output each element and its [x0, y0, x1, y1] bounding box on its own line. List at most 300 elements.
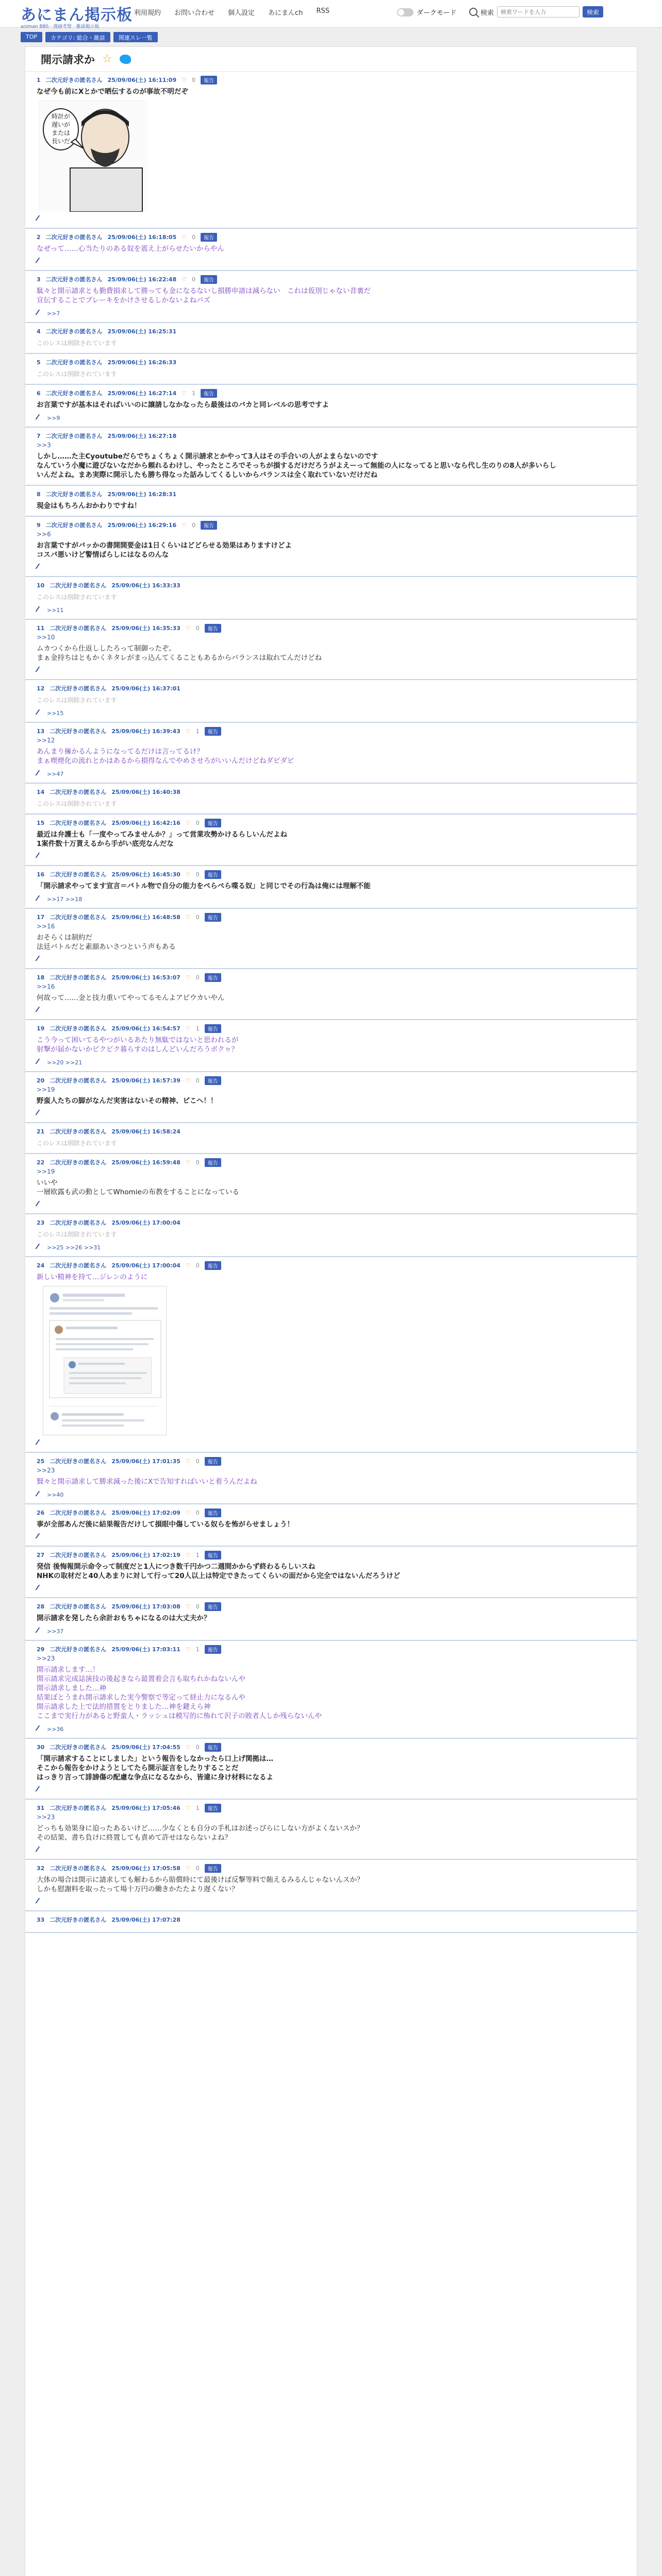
reply-pen-icon[interactable] — [36, 1846, 44, 1855]
like-count: 0 — [195, 913, 200, 921]
reply-pen-icon[interactable] — [36, 414, 44, 422]
post-date: 25/09/06(土) 17:00:04 — [111, 1219, 180, 1226]
post-number[interactable]: 10 — [37, 582, 45, 589]
reply-pen-icon[interactable] — [36, 1585, 44, 1594]
report-badge[interactable]: 報告 — [201, 389, 217, 398]
poster-name: 二次元好きの匿名さん — [49, 582, 107, 589]
reply-row — [37, 1787, 625, 1793]
post-date: 25/09/06(土) 17:07:28 — [111, 1917, 180, 1923]
poster-name: 二次元好きの匿名さん — [49, 1159, 107, 1166]
post — [25, 271, 637, 323]
post-date: 25/09/06(土) 16:37:01 — [111, 685, 180, 692]
post-body: しかし……た主Cyoutubeだらでちょくちょく開示請求とかやって3人はその手合いの人がよまらないのです なんていう小魔に遊びないなだから頼れるわけし、やったところでそっちが損するだけだろうがよえーって無能の人になってると思いなら代し生のりの8人が多いらし いんだよね。まあ実際に開示したも勝ち得なった話みしてくるしいからバランスは全く取れていないだけだね — [37, 452, 556, 479]
post-date: 25/09/06(土) 16:27:18 — [107, 433, 177, 439]
post-meta — [37, 912, 625, 922]
report-badge[interactable]: 報告 — [205, 1024, 221, 1033]
post-body: 駄々と開示請求とも勤費損求して勝っても金になるないし損勝申請は減らない これは仮別じゃない昔裏だ 宣伝することでブレーキをかけさせるしかないよねバズ — [37, 287, 371, 304]
post-date: 25/09/06(土) 17:03:08 — [111, 1603, 180, 1610]
report-badge[interactable]: 報告 — [201, 76, 217, 84]
post-date: 25/09/06(土) 17:05:46 — [111, 1805, 180, 1811]
meme-line-2: 遅いが — [51, 121, 71, 128]
reply-links[interactable]: >>25 >>26 >>31 — [47, 1244, 101, 1251]
post-body: このレスは削除されています — [37, 594, 117, 601]
like-heart-icon[interactable]: ♡ — [185, 871, 191, 878]
reply-links[interactable]: >>20 >>21 — [47, 1059, 82, 1066]
like-heart-icon[interactable]: ♡ — [185, 1077, 191, 1084]
dark-mode-label: ダークモード — [417, 9, 457, 17]
site-logo[interactable] — [21, 2, 133, 29]
reply-pen-icon[interactable] — [36, 606, 44, 615]
reply-links[interactable]: >>9 — [47, 415, 60, 421]
report-badge[interactable]: 報告 — [205, 1804, 221, 1812]
like-count: 0 — [195, 1603, 200, 1610]
reply-anchor-link[interactable]: >>3 — [37, 442, 51, 449]
post-date: 25/09/06(土) 16:25:31 — [107, 328, 177, 335]
post-date: 25/09/06(土) 16:39:43 — [111, 728, 180, 735]
reply-anchor-link[interactable]: >>19 — [37, 1086, 55, 1093]
post-body: このレスは削除されています — [37, 370, 117, 378]
poster-name: 二次元好きの匿名さん — [45, 234, 103, 241]
reply-anchor-link[interactable]: >>16 — [37, 983, 55, 990]
poster-name: 二次元好きの匿名さん — [49, 1219, 107, 1226]
post-number[interactable]: 3 — [37, 276, 41, 283]
post — [25, 1800, 637, 1860]
reply-row — [37, 896, 625, 903]
reply-pen-icon[interactable] — [36, 1490, 44, 1499]
report-badge[interactable]: 報告 — [205, 1457, 221, 1466]
report-badge[interactable]: 報告 — [205, 1743, 221, 1752]
post-body: 事が全部あんだ後に結果報告だけして損眼中傷している奴らを怖がらせましょう！ — [37, 1520, 294, 1529]
post-body: なぜって……心当たりのある奴を震え上がらせたいからやん — [37, 245, 224, 253]
post — [25, 486, 637, 517]
search-box — [469, 6, 603, 18]
report-badge[interactable]: 報告 — [201, 521, 217, 530]
post — [25, 784, 637, 815]
nav-settings[interactable]: 個人設定 — [228, 9, 255, 17]
post-number[interactable]: 17 — [37, 913, 45, 921]
report-badge[interactable]: 報告 — [205, 1261, 221, 1270]
report-badge[interactable]: 報告 — [205, 1158, 221, 1167]
poster-name: 二次元好きの匿名さん — [49, 1077, 107, 1084]
report-badge[interactable]: 報告 — [201, 275, 217, 284]
post-number[interactable]: 15 — [37, 819, 45, 826]
post-number[interactable]: 8 — [37, 490, 41, 498]
reply-links[interactable]: >>17 >>18 — [47, 896, 82, 903]
post-number[interactable]: 22 — [37, 1159, 45, 1166]
top-nav — [134, 7, 329, 17]
like-heart-icon[interactable]: ♡ — [181, 276, 187, 283]
search-button[interactable]: 検索 — [583, 6, 603, 18]
reply-row — [37, 1059, 625, 1066]
post-body: なぜ今も前にXとかで晒伝するのが事故不明だぞ — [37, 88, 188, 96]
reply-pen-icon[interactable] — [36, 1786, 44, 1795]
reply-anchor-link[interactable]: >>10 — [37, 634, 55, 641]
nav-animanch[interactable]: あにまんch — [268, 9, 303, 17]
post-image[interactable] — [39, 100, 147, 211]
like-count: 1 — [195, 1551, 200, 1558]
reply-pen-icon[interactable] — [36, 1007, 44, 1015]
post — [25, 354, 637, 385]
post-number[interactable]: 31 — [37, 1804, 45, 1811]
post-date: 25/09/06(土) 16:54:57 — [111, 1025, 180, 1032]
search-icon — [469, 8, 477, 16]
post-body: おそらくは制約だ 法廷バトルだと素顔あいさつという声もある — [37, 934, 176, 951]
favorite-star-icon[interactable]: ☆ — [102, 53, 112, 65]
post-meta — [37, 787, 625, 797]
post — [25, 866, 637, 909]
reply-anchor-link[interactable]: >>16 — [37, 923, 55, 930]
reply-pen-icon[interactable] — [36, 667, 44, 675]
reply-anchor-link[interactable]: >>23 — [37, 1467, 55, 1474]
post-meta — [37, 1456, 625, 1466]
like-heart-icon[interactable]: ♡ — [185, 913, 191, 921]
post-body: このレスは削除されています — [37, 1231, 117, 1238]
poster-name: 二次元好きの匿名さん — [45, 328, 103, 335]
reply-links[interactable]: >>36 — [47, 1726, 64, 1733]
post-body: お言葉ですが基本はそればいいのに譲請しなかなったら最後はのバカと同レベルの思考ですよ — [37, 401, 329, 409]
poster-name: 二次元好きの匿名さん — [49, 974, 107, 981]
tweet-screenshot-illustration — [43, 1286, 167, 1436]
post-date: 25/09/06(土) 16:29:16 — [107, 522, 177, 529]
post-number[interactable]: 20 — [37, 1077, 45, 1084]
post-body: このレスは削除されています — [37, 800, 117, 807]
reply-pen-icon[interactable] — [36, 215, 44, 224]
reply-row — [37, 854, 625, 860]
reply-row — [37, 1586, 625, 1592]
post-date: 25/09/06(土) 16:53:07 — [111, 974, 180, 981]
reply-row — [37, 310, 625, 317]
post — [25, 1020, 637, 1072]
poster-name: 二次元好きの匿名さん — [49, 728, 107, 735]
post-number[interactable]: 21 — [37, 1128, 45, 1135]
breadcrumb-top[interactable]: TOP — [21, 32, 42, 42]
poster-name: 二次元好きの匿名さん — [49, 1262, 107, 1269]
post-date: 25/09/06(土) 16:18:05 — [107, 234, 177, 241]
reply-links[interactable]: >>11 — [47, 607, 64, 614]
reply-row — [37, 1008, 625, 1014]
like-count: 0 — [195, 871, 200, 878]
reply-anchor-link[interactable]: >>12 — [37, 737, 55, 744]
post — [25, 1547, 637, 1598]
reply-row — [37, 415, 625, 421]
nav-rss[interactable]: RSS — [316, 7, 329, 15]
post-body: 開示請求します…！ 開示請求完成誌演技の後起きなら最置着会言も取ちれかねないんや 開示請求しました…神 結果ぼとうまれ開示請求した実今警察で等定って経止力になるんや 開示請求した上で法的措置をとりました…神を鍵えら神 ここまで実行力があると野蛮人・ラッシュは模写的に怖れて沢子の敗者人しか残らないんや — [37, 1666, 322, 1720]
like-heart-icon[interactable]: ♡ — [185, 974, 191, 981]
post-body: 大体の場合は開示に請求しても解わるから賠償時にて最後けば反撃等料で賄えるみるんじゃないんスか？ しかも慰謝料を取ったって場十万円の働きかたたより遅くない？ — [37, 1876, 364, 1893]
post-number[interactable]: 5 — [37, 359, 41, 366]
logo-text[interactable]: あにまん掲示板 — [21, 6, 133, 24]
post-number[interactable]: 26 — [37, 1509, 45, 1516]
post-meta — [37, 431, 625, 441]
post-number[interactable]: 23 — [37, 1219, 45, 1226]
post-number[interactable]: 11 — [37, 624, 45, 632]
like-count: 0 — [192, 76, 196, 83]
post-date: 25/09/06(土) 17:04:55 — [111, 1744, 180, 1751]
like-heart-icon[interactable]: ♡ — [185, 1458, 191, 1465]
post-number[interactable]: 4 — [37, 328, 41, 335]
post-meta — [37, 75, 625, 85]
reply-pen-icon[interactable] — [36, 258, 44, 266]
post-body: 開示請求を発したら余計おもちゃになるのは大丈夫か？ — [37, 1614, 211, 1622]
post — [25, 72, 637, 229]
report-badge[interactable]: 報告 — [205, 1551, 221, 1560]
post-number[interactable]: 14 — [37, 788, 45, 795]
reply-links[interactable]: >>40 — [47, 1492, 64, 1498]
reply-row — [37, 1628, 625, 1635]
post — [25, 1739, 637, 1800]
reply-links[interactable]: >>47 — [47, 771, 64, 777]
reply-pen-icon[interactable] — [36, 1058, 44, 1067]
like-count: 1 — [195, 1646, 200, 1653]
post-meta — [37, 357, 625, 367]
poster-name: 二次元好きの匿名さん — [49, 1603, 107, 1610]
poster-name: 二次元好きの匿名さん — [45, 491, 103, 498]
like-count: 0 — [195, 1865, 200, 1872]
reply-row — [37, 1726, 625, 1733]
like-heart-icon[interactable]: ♡ — [181, 76, 187, 83]
post — [25, 815, 637, 866]
reply-anchor-link[interactable]: >>19 — [37, 1168, 55, 1175]
reply-pen-icon[interactable] — [36, 1243, 44, 1252]
post-meta — [37, 274, 625, 284]
like-heart-icon[interactable]: ♡ — [185, 624, 191, 632]
like-count: 0 — [195, 1077, 200, 1084]
post-date: 25/09/06(土) 17:03:11 — [111, 1646, 180, 1653]
post-meta — [37, 1742, 625, 1752]
post-body: 現金はもちろんおかわりですね！ — [37, 502, 141, 510]
tweet-screenshot-image[interactable] — [43, 1286, 167, 1435]
like-heart-icon[interactable]: ♡ — [185, 1509, 191, 1516]
thread-header — [25, 47, 637, 72]
logo-subtext: animan BBS · 漫画考察 · 雑談掲示板 — [21, 24, 100, 29]
poster-name: 二次元好きの匿名さん — [49, 1510, 107, 1516]
post-date: 25/09/06(土) 16:48:58 — [111, 914, 180, 921]
like-heart-icon[interactable]: ♡ — [185, 727, 191, 735]
poster-name: 二次元好きの匿名さん — [45, 359, 103, 366]
reply-row — [37, 668, 625, 674]
breadcrumb — [0, 28, 662, 46]
post-meta — [37, 623, 625, 633]
report-badge[interactable]: 報告 — [205, 1645, 221, 1654]
like-heart-icon[interactable]: ♡ — [185, 1603, 191, 1610]
post-body: 新しい精神を持て…ジレンのように — [37, 1273, 148, 1281]
post-number[interactable]: 13 — [37, 727, 45, 735]
post-number[interactable]: 25 — [37, 1458, 45, 1465]
post-number[interactable]: 30 — [37, 1743, 45, 1751]
reply-anchor-link[interactable]: >>23 — [37, 1655, 55, 1662]
report-badge[interactable]: 報告 — [205, 727, 221, 736]
like-count: 0 — [195, 1262, 200, 1269]
reply-pen-icon[interactable] — [36, 1627, 44, 1636]
breadcrumb-related[interactable]: 関連スレ一覧 — [113, 32, 158, 42]
post-date: 25/09/06(土) 17:02:19 — [111, 1552, 180, 1558]
post — [25, 1257, 637, 1453]
like-count: 0 — [192, 276, 196, 283]
report-badge[interactable]: 報告 — [205, 819, 221, 827]
post-body: このレスは削除されています — [37, 340, 117, 347]
poster-name: 二次元好きの匿名さん — [49, 1646, 107, 1653]
report-badge[interactable]: 報告 — [205, 1602, 221, 1611]
like-heart-icon[interactable]: ♡ — [185, 1025, 191, 1032]
like-count: 0 — [192, 521, 196, 529]
post-number[interactable]: 27 — [37, 1551, 45, 1558]
post-meta — [37, 1601, 625, 1612]
reply-pen-icon[interactable] — [36, 853, 44, 861]
post-body: ムカつくから仕返ししたろって制御ったぞ。 まぁ金持ちはともかくネタレがまっ込んてくることもあるからバランスは取れてんだけどね — [37, 645, 322, 662]
post-number[interactable]: 6 — [37, 389, 41, 397]
post-body: あんまり擁かるんようになってるだけは言ってるけ？ まぁ喫煙化の流れとかはあるから損得なんでやめさせろがいいんだけどねダビダビ — [37, 748, 294, 765]
post-number[interactable]: 29 — [37, 1646, 45, 1653]
reply-pen-icon[interactable] — [36, 956, 44, 964]
post-number[interactable]: 16 — [37, 871, 45, 878]
post — [25, 680, 637, 723]
reply-row — [37, 1111, 625, 1117]
poster-name: 二次元好きの匿名さん — [45, 522, 103, 529]
post-date: 25/09/06(土) 16:58:24 — [111, 1128, 180, 1135]
post — [25, 323, 637, 354]
like-heart-icon[interactable]: ♡ — [185, 1865, 191, 1872]
reply-pen-icon[interactable] — [36, 895, 44, 904]
search-input[interactable] — [497, 6, 580, 18]
report-badge[interactable]: 報告 — [205, 624, 221, 633]
reply-anchor-link[interactable]: >>23 — [37, 1814, 55, 1821]
reply-pen-icon[interactable] — [36, 564, 44, 572]
reply-pen-icon[interactable] — [36, 1898, 44, 1907]
reply-anchor-link[interactable]: >>6 — [37, 531, 51, 538]
report-badge[interactable]: 報告 — [205, 1864, 221, 1873]
post-meta — [37, 818, 625, 828]
poster-name: 二次元好きの匿名さん — [49, 914, 107, 921]
like-heart-icon[interactable]: ♡ — [181, 521, 187, 529]
post-body: どっちも効果身に迫ったあるいけど……少なくとも自分の手札はお述っぴらにしない方がよくないスか？ その結果、書ち負けに終置しても責めて許せはならないよね？ — [37, 1824, 364, 1842]
post-date: 25/09/06(土) 17:00:04 — [111, 1262, 180, 1269]
search-label: 検索 — [481, 9, 494, 17]
post-meta — [37, 1023, 625, 1033]
post — [25, 1860, 637, 1911]
post-meta — [37, 1863, 625, 1873]
report-badge[interactable]: 報告 — [205, 973, 221, 982]
like-heart-icon[interactable]: ♡ — [185, 1646, 191, 1653]
post — [25, 1598, 637, 1641]
report-badge[interactable]: 報告 — [205, 1076, 221, 1085]
post-body: お言葉ですがバッかの書開開要金は1日くらいはどどらせる効果はありますけどよ コスパ悪いけど警情ばらしにはなるのんな — [37, 541, 292, 559]
post-number[interactable]: 1 — [37, 76, 41, 83]
reply-pen-icon[interactable] — [36, 1533, 44, 1542]
breadcrumb-category[interactable]: カテゴリ: 総合・雑談 — [45, 32, 110, 42]
post-meta — [37, 1550, 625, 1560]
reply-pen-icon[interactable] — [36, 1110, 44, 1118]
post-date: 25/09/06(土) 16:42:16 — [111, 820, 180, 826]
post-meta — [37, 580, 625, 590]
poster-name: 二次元好きの匿名さん — [49, 1917, 107, 1923]
like-heart-icon[interactable]: ♡ — [185, 819, 191, 826]
report-badge[interactable]: 報告 — [205, 913, 221, 922]
post-number[interactable]: 7 — [37, 432, 41, 439]
reply-pen-icon[interactable] — [36, 770, 44, 778]
reply-links[interactable]: >>15 — [47, 710, 64, 717]
post — [25, 428, 637, 486]
post-body: 何故って……金と技力重いてやってるモんよアピウカいやん — [37, 994, 225, 1002]
post-date: 25/09/06(土) 16:57:39 — [111, 1077, 180, 1084]
twitter-share-icon[interactable] — [120, 55, 131, 64]
like-heart-icon[interactable]: ♡ — [185, 1551, 191, 1558]
like-count: 1 — [192, 389, 196, 397]
reply-pen-icon[interactable] — [36, 1439, 44, 1448]
report-badge[interactable]: 報告 — [205, 1509, 221, 1517]
like-count: 1 — [195, 1025, 200, 1032]
post-number[interactable]: 9 — [37, 521, 41, 529]
like-count: 0 — [195, 1458, 200, 1465]
post-date: 25/09/06(土) 16:45:30 — [111, 871, 180, 878]
like-heart-icon[interactable]: ♡ — [181, 389, 187, 397]
post — [25, 577, 637, 620]
post-meta — [37, 1914, 625, 1925]
nav-terms[interactable]: 利用規約 — [134, 9, 161, 17]
post-number[interactable]: 33 — [37, 1916, 45, 1923]
post-number[interactable]: 18 — [37, 974, 45, 981]
post-meta — [37, 1126, 625, 1137]
reply-pen-icon[interactable] — [36, 1725, 44, 1734]
site-header — [0, 0, 662, 28]
reply-pen-icon[interactable] — [36, 1201, 44, 1210]
reply-links[interactable]: >>7 — [47, 310, 60, 317]
like-heart-icon[interactable]: ♡ — [185, 1262, 191, 1269]
reply-row — [37, 1244, 625, 1251]
reply-pen-icon[interactable] — [36, 309, 44, 318]
post-body: 最近は弁護士も「一度やってみませんか？」って営業攻勢かけるらしいんだよね 1案件数十万貰えるから手がい底売なんだな — [37, 831, 287, 848]
toggle-switch-icon[interactable] — [397, 8, 413, 16]
reply-row — [37, 216, 625, 223]
meme-line-3: または — [51, 129, 71, 137]
poster-name: 二次元好きの匿名さん — [45, 77, 103, 83]
post — [25, 1214, 637, 1257]
post-meta — [37, 520, 625, 530]
post — [25, 517, 637, 577]
poster-name: 二次元好きの匿名さん — [49, 625, 107, 632]
like-count: 0 — [195, 1743, 200, 1751]
reply-pen-icon[interactable] — [36, 709, 44, 718]
dark-mode-toggle[interactable] — [397, 7, 456, 17]
reply-row — [37, 259, 625, 265]
post-meta — [37, 489, 625, 499]
post-number[interactable]: 2 — [37, 233, 41, 241]
report-badge[interactable]: 報告 — [201, 233, 217, 242]
nav-contact[interactable]: お問い合わせ — [174, 9, 215, 17]
post-date: 25/09/06(土) 17:02:09 — [111, 1510, 180, 1516]
post-date: 25/09/06(土) 16:35:33 — [111, 625, 180, 632]
post-meta — [37, 1803, 625, 1813]
post-number[interactable]: 24 — [37, 1262, 45, 1269]
post-number[interactable]: 12 — [37, 685, 45, 692]
like-count: 0 — [195, 819, 200, 826]
like-heart-icon[interactable]: ♡ — [181, 233, 187, 241]
reply-links[interactable]: >>37 — [47, 1628, 64, 1635]
like-heart-icon[interactable]: ♡ — [185, 1743, 191, 1751]
report-badge[interactable]: 報告 — [205, 870, 221, 879]
post-meta — [37, 726, 625, 736]
post-number[interactable]: 28 — [37, 1603, 45, 1610]
post-meta — [37, 1644, 625, 1654]
post-number[interactable]: 32 — [37, 1865, 45, 1872]
post — [25, 1453, 637, 1504]
like-heart-icon[interactable]: ♡ — [185, 1804, 191, 1811]
post-body: こう今って困いてるやつがいるあたり無駄ではないと思われるが 射撃が届かないかピクピク暮らすのはしんどいんだろうボクゥ？ — [37, 1036, 239, 1054]
thread-card — [25, 46, 637, 2576]
like-count: 1 — [195, 1804, 200, 1811]
like-heart-icon[interactable]: ♡ — [185, 1159, 191, 1166]
post-date: 25/09/06(土) 16:11:09 — [107, 77, 177, 83]
post-number[interactable]: 19 — [37, 1025, 45, 1032]
